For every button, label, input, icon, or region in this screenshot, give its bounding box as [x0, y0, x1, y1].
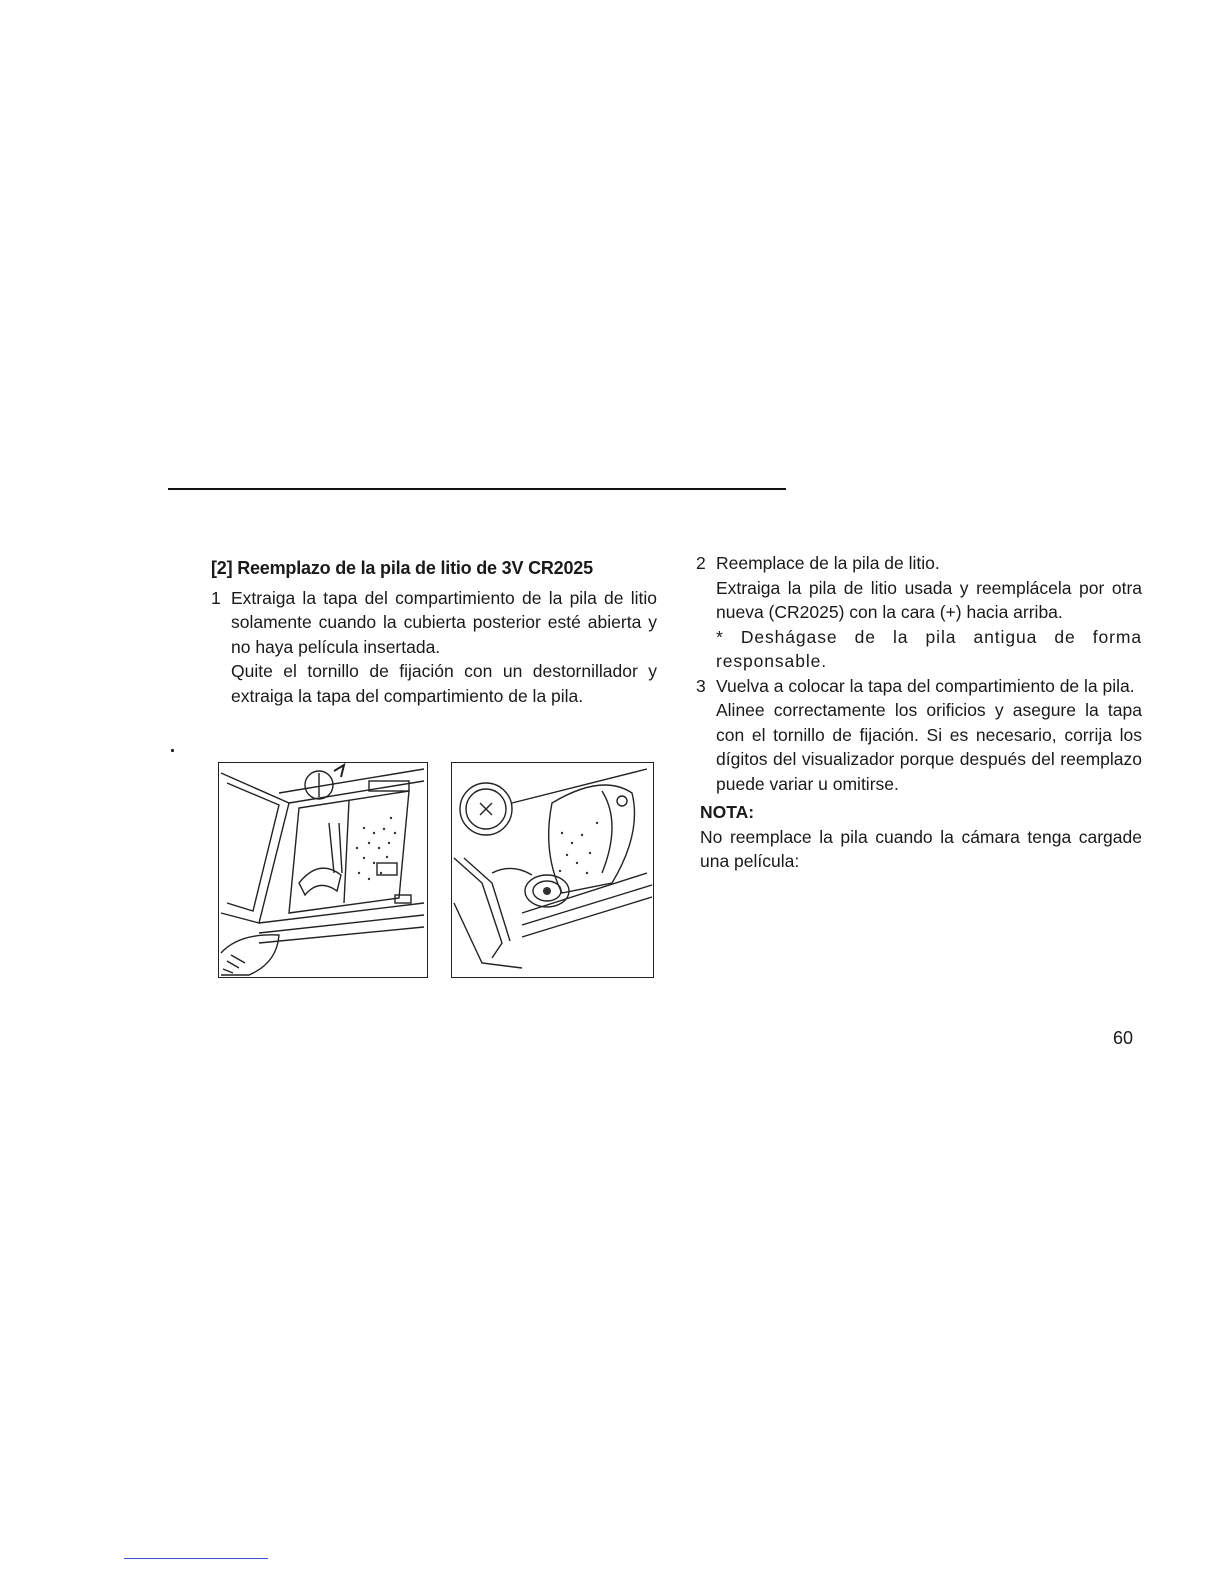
- step-1-paragraph-1: Extraiga la tapa del compartimiento de la pila de litio solamente cuando la cubierta posterior esté abierta y no haya película insertada.: [231, 587, 657, 657]
- page-number: 60: [1113, 1028, 1134, 1048]
- step-1-number: 1: [211, 587, 221, 608]
- step-3-number: 3: [696, 675, 706, 696]
- step-2-title: Reemplace de la pila de litio.: [716, 553, 940, 573]
- top-rule: [168, 488, 786, 490]
- battery-cover-removal-illustration: [218, 762, 428, 978]
- bottom-rule: [124, 1558, 268, 1559]
- battery-replacement-illustration: [451, 762, 654, 978]
- section-heading: [2] Reemplazo de la pila de litio de 3V CR2025: [211, 558, 593, 578]
- step-2-paragraph: Extraiga la pila de litio usada y reemplácela por otra nueva (CR2025) con la cara (+) hacia arriba.: [716, 577, 1142, 622]
- left-column: [211, 556, 657, 708]
- note-title: NOTA:: [700, 802, 755, 822]
- scan-speck: [171, 749, 174, 752]
- step-2: [696, 551, 1142, 674]
- step-3-paragraph: Alinee correctamente los orificios y asegure la tapa con el tornillo de fijación. Si es necesario, corrija los dígitos del visualizador porque después del reemplazo puede variar u omitirse.: [716, 700, 1142, 794]
- step-3-title: Vuelva a colocar la tapa del compartimiento de la pila.: [716, 675, 1135, 696]
- step-1: [211, 586, 657, 709]
- right-column: [696, 551, 1142, 874]
- step-2-number: 2: [696, 553, 706, 573]
- step-3: [696, 674, 1142, 797]
- step-2-bullet: * Deshágase de la pila antigua de forma responsable.: [716, 626, 1142, 671]
- step-1-paragraph-2: Quite el tornillo de fijación con un destornillador y extraiga la tapa del compartimiento de la pila.: [231, 661, 657, 706]
- note-body: No reemplace la pila cuando la cámara tenga cargade una película:: [700, 826, 1142, 871]
